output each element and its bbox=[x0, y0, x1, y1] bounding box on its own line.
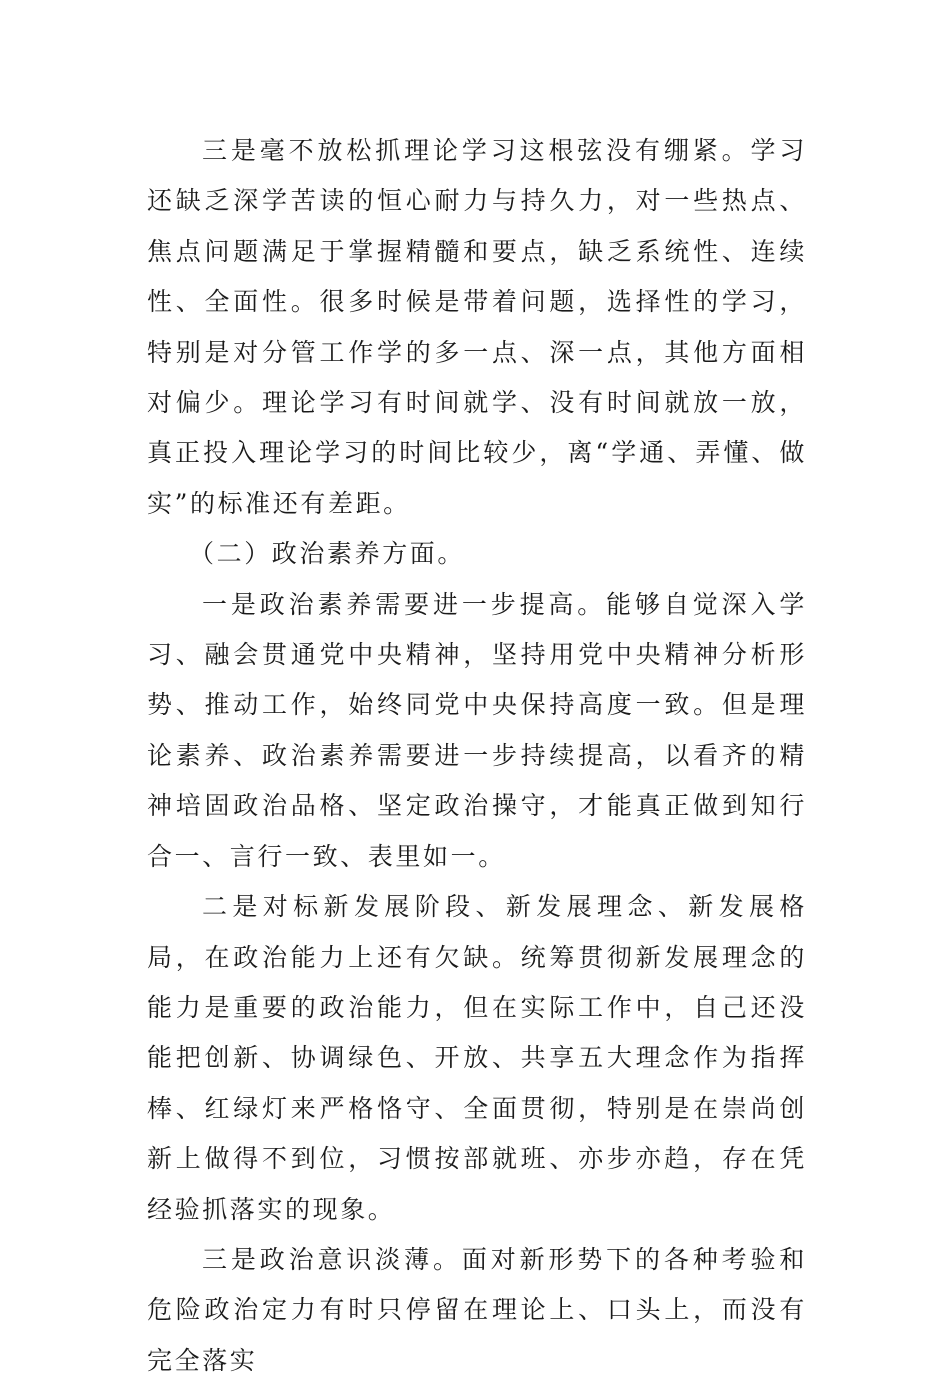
paragraph-political-awareness: 三是政治意识淡薄。面对新形势下的各种考验和危险政治定力有时只停留在理论上、口头上，而没有完全落实 bbox=[147, 1244, 807, 1375]
section-heading-political-literacy: （二）政治素养方面。 bbox=[189, 539, 466, 569]
paragraph-political-capability: 二是对标新发展阶段、新发展理念、新发展格局，在政治能力上还有欠缺。统筹贯彻新发展理念的能力是重要的政治能力，但在实际工作中，自己还没能把创新、协调绿色、开放、共享五大理念作为指挥棒、红绿灯来严格恪守、全面贯彻，特别是在崇尚创新上做得不到位，习惯按部就班、亦步亦趋，存在凭经验抓落实的现象。 bbox=[147, 892, 807, 1224]
paragraph-theory-study: 三是毫不放松抓理论学习这根弦没有绷紧。学习还缺乏深学苦读的恒心耐力与持久力，对一些热点、焦点问题满足于掌握精髓和要点，缺乏系统性、连续性、全面性。很多时候是带着问题，选择性的学习，特别是对分管工作学的多一点、深一点，其他方面相对偏少。理论学习有时间就学、没有时间就放一放，真正投入理论学习的时间比较少，离“学通、弄懂、做实”的标准还有差距。 bbox=[147, 136, 807, 518]
document-body bbox=[147, 126, 807, 1386]
paragraph-political-literacy: 一是政治素养需要进一步提高。能够自觉深入学习、融会贯通党中央精神，坚持用党中央精神分析形势、推动工作，始终同党中央保持高度一致。但是理论素养、政治素养需要进一步持续提高，以看齐的精神培固政治品格、坚定政治操守，才能真正做到知行合一、言行一致、表里如一。 bbox=[147, 589, 807, 871]
